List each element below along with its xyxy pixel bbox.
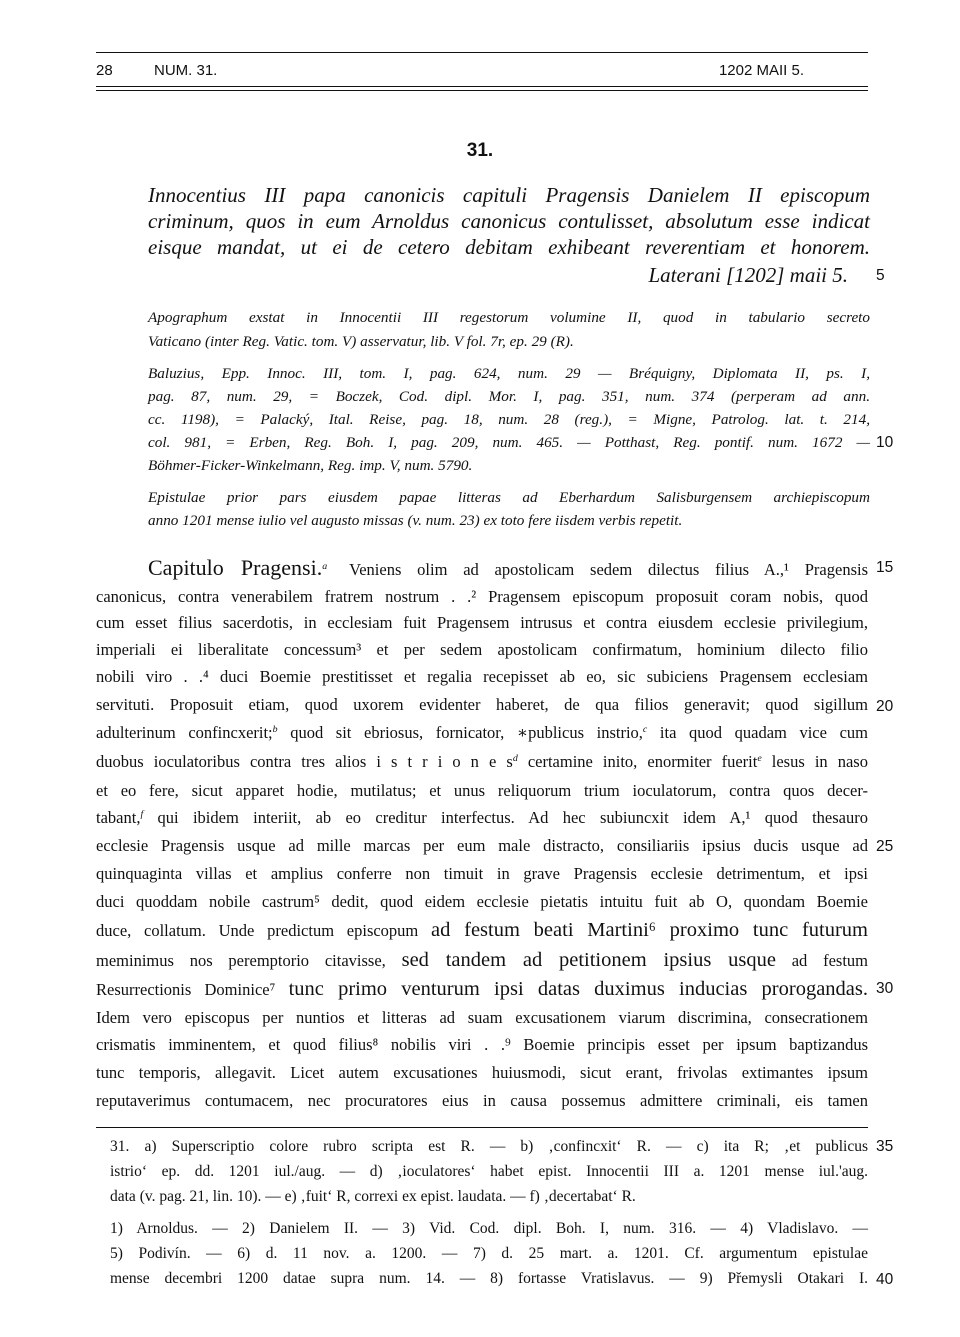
explanatory-note-line: 5) Podivín. — 6) d. 11 nov. a. 1200. — 7) d. 25 mart. a. 1201. Cf. argumentum epistulae <box>110 1245 868 1262</box>
header-rule-1 <box>96 86 868 87</box>
body-text: duobus ioculatoribus contra tres alios i s t r i o n e s <box>96 752 513 771</box>
body-line: reputaverimus contumacem, nec procuratores eius in causa possemus admittere criminali, eis tamen <box>96 1091 868 1110</box>
body-line <box>96 806 868 830</box>
body-line: Idem vero episcopus per nuntios et litteras ad suam excusationem viarum discrimina, consecrationem <box>96 1008 868 1027</box>
edition-line: col. 981, = Erben, Reg. Boh. I, pag. 209, num. 465. — Potthast, Reg. pontif. num. 1672 — <box>148 434 870 451</box>
body-text-large: tunc primo venturum ipsi datas duximus inducias prorogandas. <box>288 978 868 1000</box>
header-date: 1202 MAII 5. <box>718 62 804 79</box>
remark-line: Epistulae prior pars eiusdem papae litteras ad Eberhardum Salisburgensem archiepiscopum <box>148 489 870 506</box>
body-line: tunc temporis, allegavit. Licet autem excusationes huiusmodi, sicut erant, frivolas extimantes ipsum <box>96 1063 868 1082</box>
body-text: Resurrectionis Dominice⁷ <box>96 980 289 999</box>
body-line: et eo fere, sicut apparet hodie, mutilatus; et unus reliquorum trium ioculatorum, contra quos decer- <box>96 781 868 800</box>
regest-line: Innocentius III papa canonicis capituli Pragensis Danielem II episcopum <box>148 183 870 207</box>
line-number: 5 <box>876 267 885 284</box>
body-text: duce, collatum. Unde predictum episcopum <box>96 921 432 940</box>
footnote-rule <box>96 1127 868 1128</box>
critical-note-line: istrio‘ ep. dd. 1201 iul./aug. — d) ‚ioculatores‘ habet epist. Innocentii III a. 1201 mense iul.'aug. <box>110 1163 868 1180</box>
body-line <box>96 750 868 774</box>
body-text: meminimus nos peremptorio citavisse, <box>96 951 402 970</box>
body-text: ad festum <box>775 951 868 970</box>
critical-note-line: 31. a) Superscriptio colore rubro scripta est R. — b) ‚confincxit‘ R. — c) ita R; ‚et publicus <box>110 1138 868 1155</box>
page-number: 28 <box>96 62 113 79</box>
note-mark: e <box>757 753 762 765</box>
note-mark: c <box>642 724 648 736</box>
header-rule-top <box>96 52 868 53</box>
body-text: Veniens olim ad apostolicam sedem dilectus filius A.,¹ Pragensis <box>349 560 868 579</box>
critical-note-line: data (v. pag. 21, lin. 10). — e) ‚fuit‘ R, correxi ex epist. laudata. — f) ‚decertabat‘ R. <box>110 1188 636 1205</box>
body-line: quinquaginta villas et amplius conferre non timuit in grave Pragensis ecclesie detrimentum, et ipsi <box>96 864 868 883</box>
regest-line: criminum, quos in eum Arnoldus canonicus contulisset, absolutum esse indicat <box>148 209 870 233</box>
body-line: ecclesie Pragensis usque ad mille marcas per eum male distracto, consiliariis ipsius ducis usque ad <box>96 836 868 855</box>
body-line <box>96 977 868 1001</box>
note-mark: f <box>140 809 144 821</box>
explanatory-note-line: mense decembri 1200 datae supra num. 14. — 8) fortasse Vratislavus. — 9) Přemysli Otakari I. <box>110 1270 868 1287</box>
body-line: cum esset filius sacerdotis, in ecclesiam fuit Pragensem intrusus et contra eiusdem ecclesie privilegium, <box>96 613 868 632</box>
body-line: canonicus, contra venerabilem fratrem nostrum . .² Pragensem episcopum proposuit coram nobis, quod <box>96 587 868 606</box>
body-text: tabant, <box>96 808 141 827</box>
body-line: nobili viro . .⁴ duci Boemie prestitisset et regalia recepisset ab eo, sic subiciens Pragensem ecclesiam <box>96 667 868 686</box>
source-line: Apographum exstat in Innocentii III regestorum volumine II, quod in tabulario secreto <box>148 309 870 326</box>
running-header <box>96 58 868 82</box>
body-text-large: ad festum beati Martini⁶ proximo tunc futurum <box>431 919 868 941</box>
address: Capitulo Pragensi. <box>148 555 323 580</box>
regest-line: eisque mandat, ut ei de cetero debitam exhibeant reverentiam et honorem. <box>148 235 870 259</box>
body-line <box>96 918 868 942</box>
note-mark: d <box>512 753 518 765</box>
body-line: duci quoddam nobile castrum⁵ dedit, quod eidem ecclesie pietatis intuitu fuit ab O, quondam Boemie <box>96 892 868 911</box>
line-number: 15 <box>876 559 894 576</box>
edition-line: Böhmer-Ficker-Winkelmann, Reg. imp. V, num. 5790. <box>148 457 473 474</box>
document-number: 31. <box>466 140 494 161</box>
source-line: Vaticano (inter Reg. Vatic. tom. V) asservatur, lib. V fol. 7r, ep. 29 (R). <box>148 333 574 350</box>
body-line: imperiali ei liberalitate concessum³ et per sedem apostolicam confirmatum, hominium dilecto filio <box>96 640 868 659</box>
edition-line: Baluzius, Epp. Innoc. III, tom. I, pag. 624, num. 29 — Bréquigny, Diplomata II, ps. I, <box>148 365 870 382</box>
regest-date: Laterani [1202] maii 5. <box>648 263 848 287</box>
remark-line: anno 1201 mense iulio vel augusto missas (v. num. 23) ex toto fere iisdem verbis repetit. <box>148 512 683 529</box>
note-mark: b <box>272 724 278 736</box>
line-number: 35 <box>876 1138 894 1155</box>
body-line <box>148 556 868 584</box>
body-line: servituti. Proposuit etiam, quod uxorem evidenter haberet, de qua filios generavit; quod sigillum <box>96 695 868 714</box>
line-number: 10 <box>876 434 894 451</box>
body-text-large: sed tandem ad petitionem ipsius usque <box>401 949 776 971</box>
explanatory-note-line: 1) Arnoldus. — 2) Danielem II. — 3) Vid. Cod. dipl. Boh. I, num. 316. — 4) Vladislavo. — <box>110 1220 868 1237</box>
line-number: 25 <box>876 838 894 855</box>
header-rule-2 <box>96 90 868 91</box>
body-line <box>96 948 868 972</box>
body-text: qui ibidem interiit, ab eo creditur interfectus. Ad hec subiuncxit idem A,¹ quod thesauro <box>143 808 868 827</box>
body-text: adulterinum confincxerit; <box>96 723 273 742</box>
body-line: crismatis imminentem, et quod filius⁸ nobilis viri . .⁹ Boemie principis esset per ipsum baptizandus <box>96 1035 868 1054</box>
body-text: lesus in naso <box>761 752 868 771</box>
line-number: 30 <box>876 980 894 997</box>
edition-line: pag. 87, num. 29, = Boczek, Cod. dipl. Mor. I, pag. 351, num. 374 (perperam ad ann. <box>148 388 870 405</box>
header-doc-label: NUM. 31. <box>154 62 218 79</box>
body-text: quod sit ebriosus, fornicator, ∗publicus instrio, <box>277 723 643 742</box>
note-mark: a <box>322 561 328 573</box>
edition-line: cc. 1198), = Palacký, Ital. Reise, pag. 18, num. 28 (reg.), = Migne, Patrolog. lat. t. 214, <box>148 411 870 428</box>
line-number: 20 <box>876 698 894 715</box>
body-text: ita quod quadam vice cum <box>647 723 868 742</box>
line-number: 40 <box>876 1271 894 1288</box>
body-text: certamine inito, enormiter fuerit <box>517 752 758 771</box>
body-line <box>96 721 868 745</box>
